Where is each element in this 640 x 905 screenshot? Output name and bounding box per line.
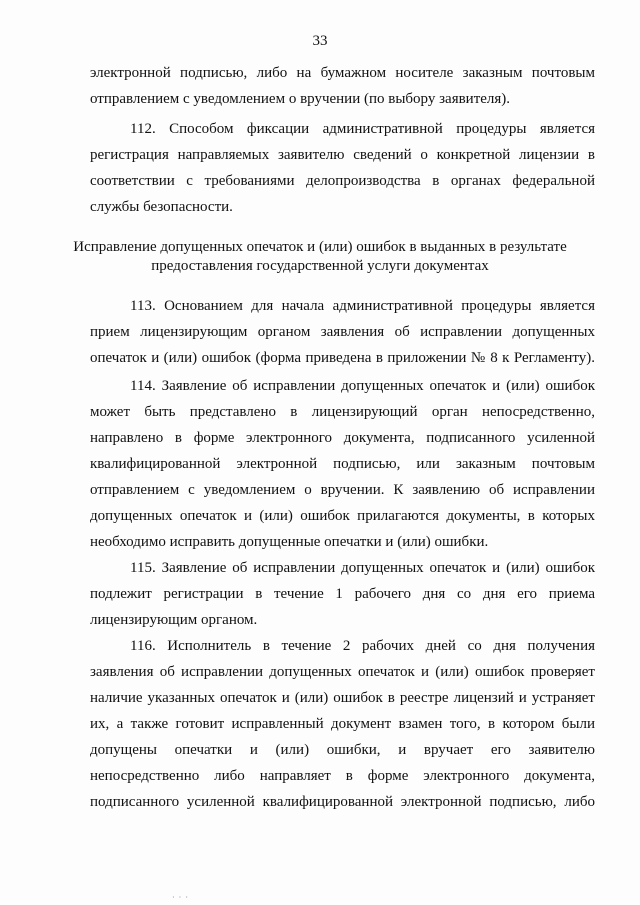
paragraph-112-line-4: службы безопасности. — [90, 199, 233, 215]
paragraph-112-line-1: 112. Способом фиксации административной процедуры является — [130, 121, 595, 137]
paragraph-116-line-2: заявления об исправлении допущенных опечаток и (или) ошибок проверяет — [90, 664, 595, 680]
paragraph-112-line-2: регистрация направляемых заявителю сведений о конкретной лицензии в — [90, 147, 595, 163]
paragraph-114-line-4: квалифицированной электронной подписью, или заказным почтовым — [90, 456, 595, 472]
section-heading-line-2: предоставления государственной услуги документах — [151, 258, 489, 274]
paragraph-116-line-4: их, а также готовит исправленный документ взамен того, в котором были — [90, 716, 595, 732]
paragraph-continuation-line-2: отправлением с уведомлением о вручении (по выбору заявителя). — [90, 91, 511, 107]
paragraph-116-line-3: наличие указанных опечаток и (или) ошибок в реестре лицензий и устраняет — [90, 690, 595, 706]
paragraph-114-line-5: отправлением с уведомлением о вручении. К заявлению об исправлении — [90, 482, 595, 498]
section-heading-line-1: Исправление допущенных опечаток и (или) ошибок в выданных в результате — [73, 239, 567, 255]
paragraph-114-line-3: направлено в форме электронного документа, подписанного усиленной — [90, 430, 595, 446]
scan-artifact-dots: · · · — [172, 893, 189, 902]
page-number: 33 — [312, 33, 328, 49]
paragraph-116-line-1: 116. Исполнитель в течение 2 рабочих дней со дня получения — [130, 638, 595, 654]
paragraph-114-line-7: необходимо исправить допущенные опечатки и (или) ошибки. — [90, 534, 489, 550]
paragraph-114-line-6: допущенных опечаток и (или) ошибок прилагаются документы, в которых — [90, 508, 595, 524]
paragraph-113-line-3: опечаток и (или) ошибок (форма приведена в приложении № 8 к Регламенту). — [90, 350, 595, 366]
paragraph-116-line-6: непосредственно либо направляет в форме электронного документа, — [90, 768, 595, 784]
paragraph-114-line-1: 114. Заявление об исправлении допущенных опечаток и (или) ошибок — [130, 378, 595, 394]
paragraph-113-line-2: прием лицензирующим органом заявления об исправлении допущенных — [90, 324, 595, 340]
paragraph-114-line-2: может быть представлено в лицензирующий орган непосредственно, — [90, 404, 595, 420]
paragraph-115-line-3: лицензирующим органом. — [90, 612, 258, 628]
paragraph-116-line-7: подписанного усиленной квалифицированной электронной подписью, либо — [90, 794, 595, 810]
paragraph-112-line-3: соответствии с требованиями делопроизводства в органах федеральной — [90, 173, 595, 189]
paragraph-113-line-1: 113. Основанием для начала административной процедуры является — [130, 298, 595, 314]
paragraph-continuation-line-1: электронной подписью, либо на бумажном носителе заказным почтовым — [90, 65, 595, 81]
paragraph-115-line-1: 115. Заявление об исправлении допущенных опечаток и (или) ошибок — [130, 560, 595, 576]
paragraph-115-line-2: подлежит регистрации в течение 1 рабочего дня со дня его приема — [90, 586, 595, 602]
paragraph-116-line-5: допущены опечатки и (или) ошибки, и вручает его заявителю — [90, 742, 595, 758]
